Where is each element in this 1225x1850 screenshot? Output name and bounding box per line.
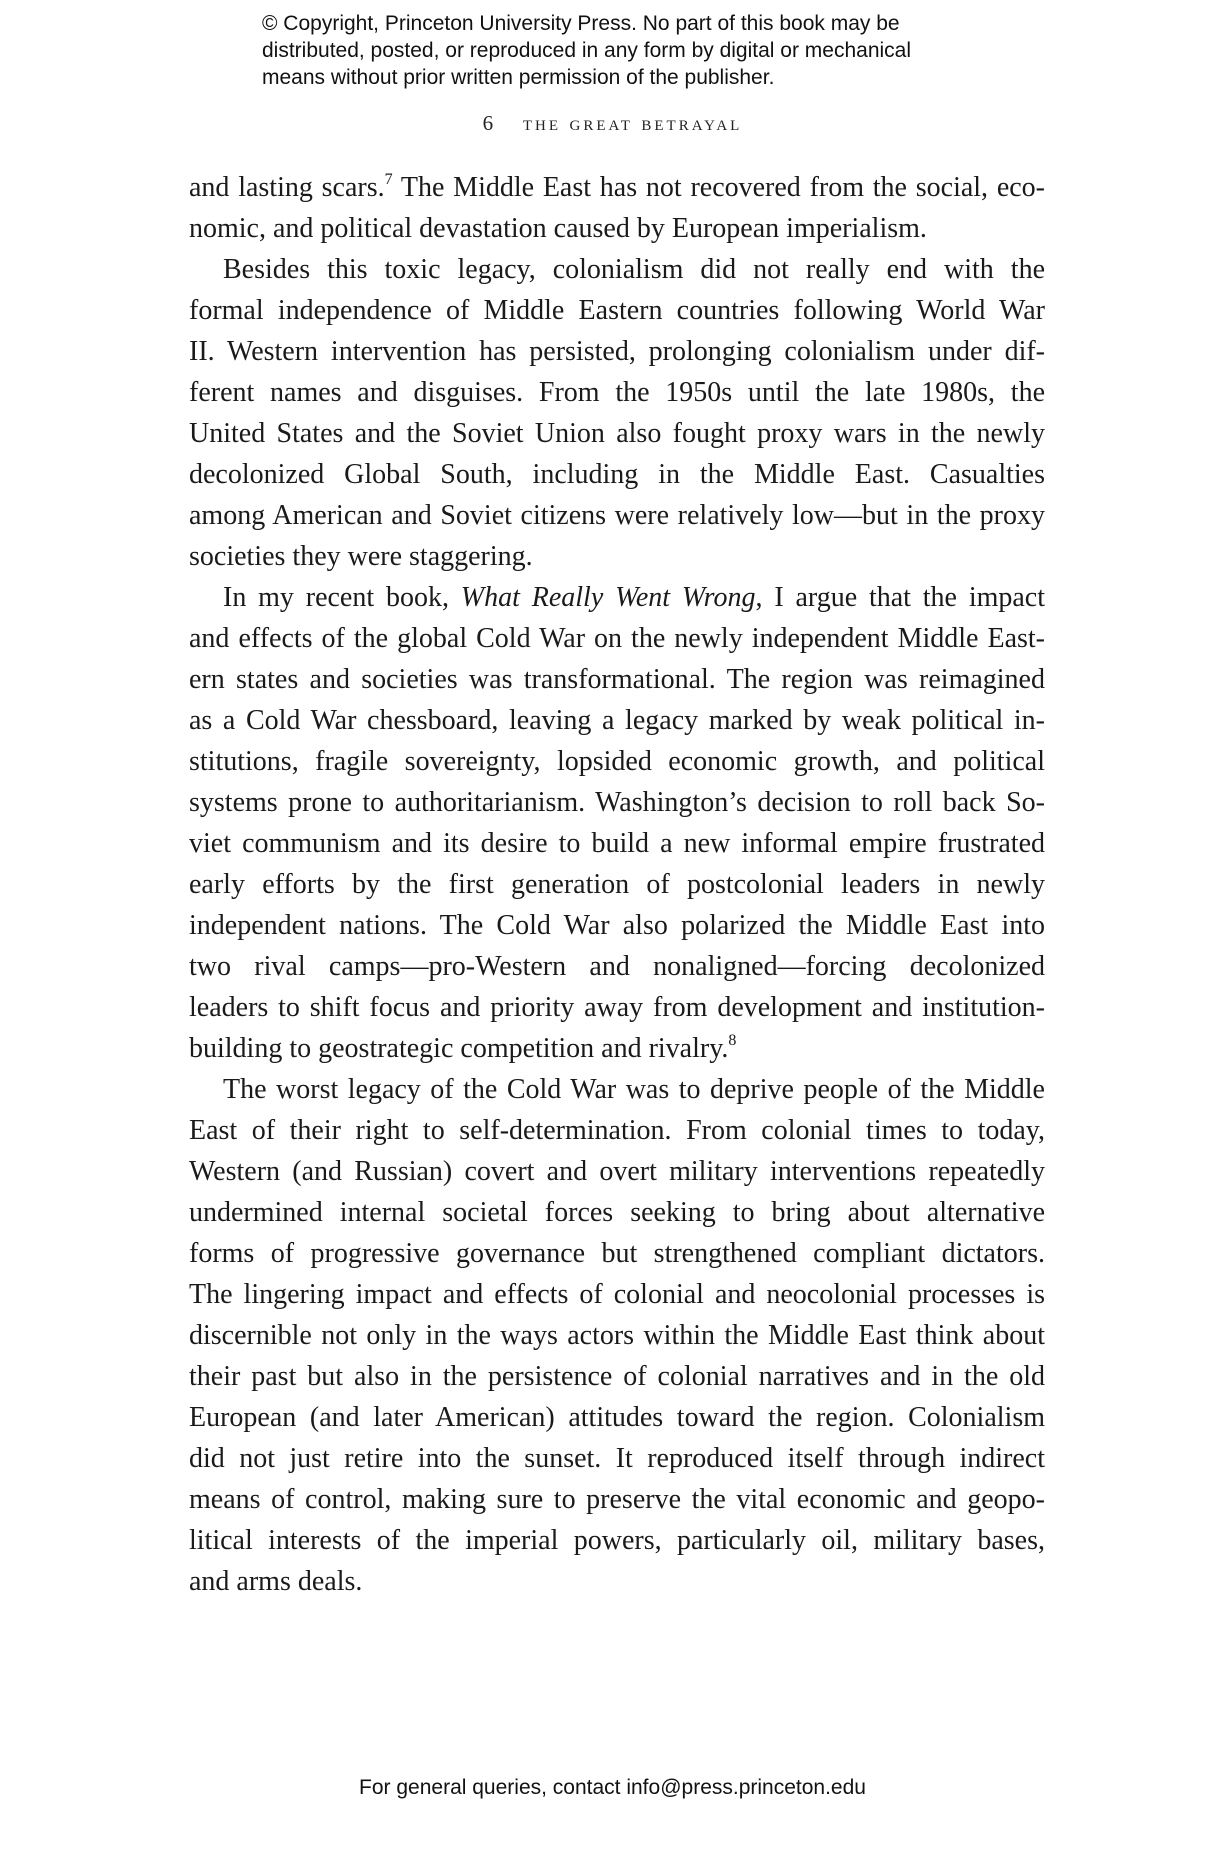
text-line: United States and the Soviet Union also fought proxy wars in the newly [189, 418, 1045, 449]
copyright-notice [262, 10, 962, 91]
text-line: discernible not only in the ways actors within the Middle East think about [189, 1320, 1045, 1351]
running-head [0, 110, 1225, 136]
book-title: the great betrayal [522, 110, 743, 135]
text-line: formal independence of Middle Eastern countries following World War [189, 295, 1045, 326]
text-line: two rival camps—pro-Western and nonaligned—forcing decolonized [189, 951, 1045, 982]
text-line: European (and later American) attitudes toward the region. Colonialism [189, 1402, 1045, 1433]
text-line: viet communism and its desire to build a new informal empire frustrated [189, 828, 1045, 859]
text-line: as a Cold War chessboard, leaving a legacy marked by weak political in- [189, 705, 1045, 736]
text-line: building to geostrategic competition and rivalry.$^8$ [189, 1032, 737, 1064]
text-line: litical interests of the imperial powers, particularly oil, military bases, [189, 1525, 1045, 1556]
text-line: ferent names and disguises. From the 1950s until the late 1980s, the [189, 377, 1045, 408]
text-line: East of their right to self-determination. From colonial times to today, [189, 1115, 1045, 1146]
text-line: independent nations. The Cold War also polarized the Middle East into [189, 910, 1045, 941]
footnote-marker[interactable]: 8 [728, 1032, 737, 1049]
text-line: societies they were staggering. [189, 541, 533, 572]
text-line: and effects of the global Cold War on the newly independent Middle East- [189, 623, 1045, 654]
text-line: nomic, and political devastation caused by European imperialism. [189, 213, 927, 244]
contact-footer: For general queries, contact info@press.princeton.edu [359, 1776, 866, 1799]
paragraph-first-line: Besides this toxic legacy, colonialism did not really end with the [223, 254, 1045, 285]
text-line: forms of progressive governance but strengthened compliant dictators. [189, 1238, 1045, 1269]
text-line: leaders to shift focus and priority away from development and institution- [189, 992, 1045, 1023]
text-line: early efforts by the first generation of postcolonial leaders in newly [189, 869, 1045, 900]
copyright-line: © Copyright, Princeton University Press. No part of this book may be [262, 12, 900, 35]
text-line: among American and Soviet citizens were relatively low—but in the proxy [189, 500, 1045, 531]
text-line: their past but also in the persistence of colonial narratives and in the old [189, 1361, 1045, 1392]
footnote-marker[interactable]: 7 [384, 171, 393, 188]
text-line: did not just retire into the sunset. It reproduced itself through indirect [189, 1443, 1045, 1474]
text-line: and arms deals. [189, 1566, 363, 1597]
text-line: ern states and societies was transformational. The region was reimagined [189, 664, 1045, 695]
paragraph-first-line: In my recent book, What Really Went Wrong, I argue that the impact [223, 582, 1046, 613]
text-line: and lasting scars.$^7$ The Middle East has not recovered from the social, eco- [189, 171, 1046, 203]
paragraph-first-line: The worst legacy of the Cold War was to deprive people of the Middle [223, 1074, 1045, 1105]
text-line: means of control, making sure to preserve the vital economic and geopo- [189, 1484, 1045, 1515]
text-line: systems prone to authoritarianism. Washington’s decision to roll back So- [189, 787, 1045, 818]
page-number: 6 [482, 111, 494, 135]
book-title-italic: What Really Went Wrong [460, 582, 756, 613]
text-line: The lingering impact and effects of colonial and neocolonial processes is [189, 1279, 1045, 1310]
text-line: II. Western intervention has persisted, prolonging colonialism under dif- [189, 336, 1045, 367]
text-line: Western (and Russian) covert and overt military interventions repeatedly [189, 1156, 1045, 1187]
text-line: stitutions, fragile sovereignty, lopsided economic growth, and political [189, 746, 1045, 777]
body-text [189, 167, 1045, 1602]
copyright-line: distributed, posted, or reproduced in any form by digital or mechanical [262, 39, 912, 62]
copyright-line: means without prior written permission of the publisher. [262, 66, 775, 89]
text-line: undermined internal societal forces seeking to bring about alternative [189, 1197, 1045, 1228]
text-line: decolonized Global South, including in the Middle East. Casualties [189, 459, 1045, 490]
